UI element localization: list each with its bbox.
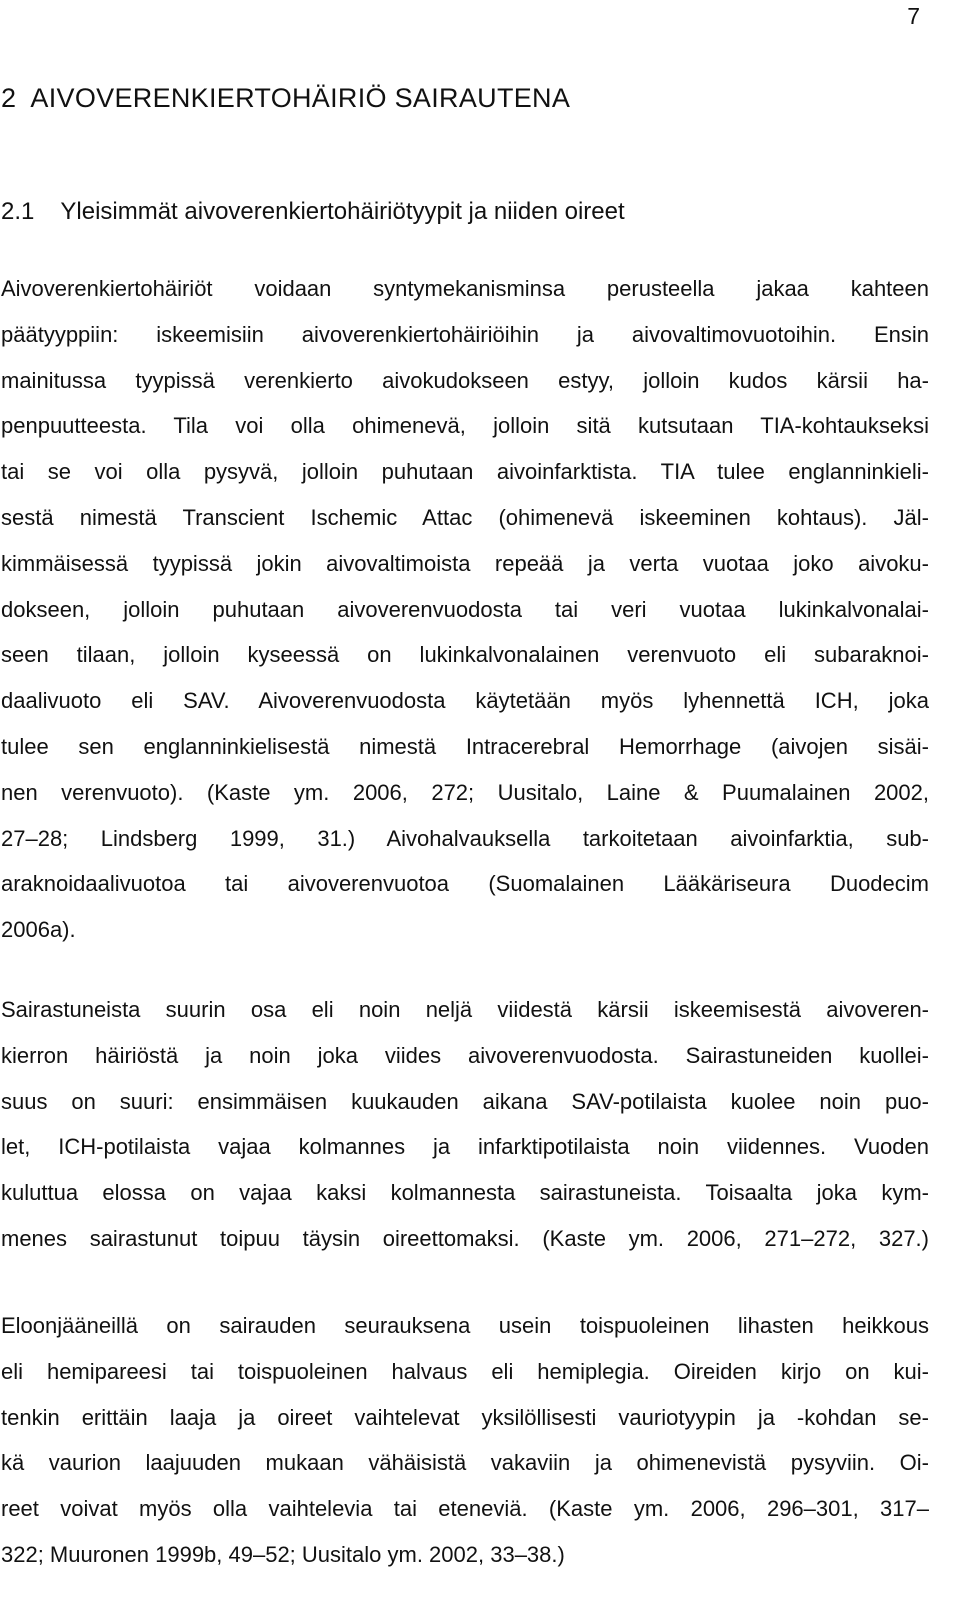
text-line: eli hemipareesi tai toispuoleinen halvaus eli hemiplegia. Oireiden kirjo on kui- <box>1 1358 929 1384</box>
text-line: Eloonjääneillä on sairauden seurauksena usein toispuoleinen lihasten heikkous <box>1 1313 929 1338</box>
text-line: Aivoverenkiertohäiriöt voidaan syntymekanisminsa perusteella jakaa kahteen <box>1 276 929 301</box>
text-line: 27–28; Lindsberg 1999, 31.) Aivohalvauksella tarkoitetaan aivoinfarktia, sub- <box>1 825 929 851</box>
paragraph-2 <box>1 987 929 1262</box>
paragraph-3 <box>1 1303 929 1578</box>
text-line: dokseen, jolloin puhutaan aivoverenvuodosta tai veri vuotaa lukinkalvonalai- <box>1 596 929 622</box>
text-line: 322; Muuronen 1999b, 49–52; Uusitalo ym. 2002, 33–38.) <box>1 1541 565 1567</box>
section-title <box>1 196 625 228</box>
text-line: tulee sen englanninkielisestä nimestä Intracerebral Hemorrhage (aivojen sisäi- <box>1 733 929 759</box>
text-line: daalivuoto eli SAV. Aivoverenvuodosta käytetään myös lyhennettä ICH, joka <box>1 688 929 714</box>
text-line: kuluttua elossa on vajaa kaksi kolmannesta sairastuneista. Toisaalta joka kym- <box>1 1180 929 1206</box>
paragraph-1 <box>1 266 929 953</box>
text-line: Sairastuneista suurin osa eli noin neljä viidestä kärsii iskeemisestä aivoveren- <box>1 997 929 1022</box>
text-line: 2006a). <box>1 917 76 943</box>
text-line: seen tilaan, jolloin kyseessä on lukinkalvonalainen verenvuoto eli subaraknoi- <box>1 642 929 668</box>
text-line: araknoidaalivuotoa tai aivoverenvuotoa (Suomalainen Lääkäriseura Duodecim <box>1 871 929 897</box>
text-line: tai se voi olla pysyvä, jolloin puhutaan aivoinfarktista. TIA tulee englanninkieli- <box>1 459 929 485</box>
text-line: kä vaurion laajuuden mukaan vähäisistä vakaviin ja ohimenevistä pysyviin. Oi- <box>1 1450 929 1476</box>
page-number: 7 <box>907 3 920 29</box>
text-line: suus on suuri: ensimmäisen kuukauden aikana SAV-potilaista kuolee noin puo- <box>1 1088 929 1114</box>
text-line: kierron häiriöstä ja noin joka viides aivoverenvuodosta. Sairastuneiden kuollei- <box>1 1042 929 1068</box>
text-line: kimmäisessä tyypissä jokin aivovaltimoista repeää ja verta vuotaa joko aivoku- <box>1 550 929 576</box>
text-line: let, ICH-potilaista vajaa kolmannes ja infarktipotilaista noin viidennes. Vuoden <box>1 1134 929 1160</box>
section-heading-text: Yleisimmät aivoverenkiertohäiriötyypit ja niiden oireet <box>60 198 625 225</box>
text-line: mainitussa tyypissä verenkierto aivokudokseen estyy, jolloin kudos kärsii ha- <box>1 367 929 393</box>
section-number: 2.1 <box>1 198 35 225</box>
text-line: nen verenvuoto). (Kaste ym. 2006, 272; Uusitalo, Laine & Puumalainen 2002, <box>1 779 929 805</box>
text-line: menes sairastunut toipuu täysin oireettomaksi. (Kaste ym. 2006, 271–272, 327.) <box>1 1225 929 1251</box>
text-line: reet voivat myös olla vaihtelevia tai eteneviä. (Kaste ym. 2006, 296–301, 317– <box>1 1496 929 1522</box>
text-line: päätyyppiin: iskeemisiin aivoverenkiertohäiriöihin ja aivovaltimovuotoihin. Ensin <box>1 321 929 347</box>
text-line: sestä nimestä Transcient Ischemic Attac (ohimenevä iskeeminen kohtaus). Jäl- <box>1 504 929 530</box>
chapter-title: 2 AIVOVERENKIERTOHÄIRIÖ SAIRAUTENA <box>1 83 571 113</box>
text-line: penpuutteesta. Tila voi olla ohimenevä, jolloin sitä kutsutaan TIA-kohtaukseksi <box>1 413 929 439</box>
text-line: tenkin erittäin laaja ja oireet vaihtelevat yksilöllisesti vauriotyypin ja -kohdan se- <box>1 1404 929 1430</box>
